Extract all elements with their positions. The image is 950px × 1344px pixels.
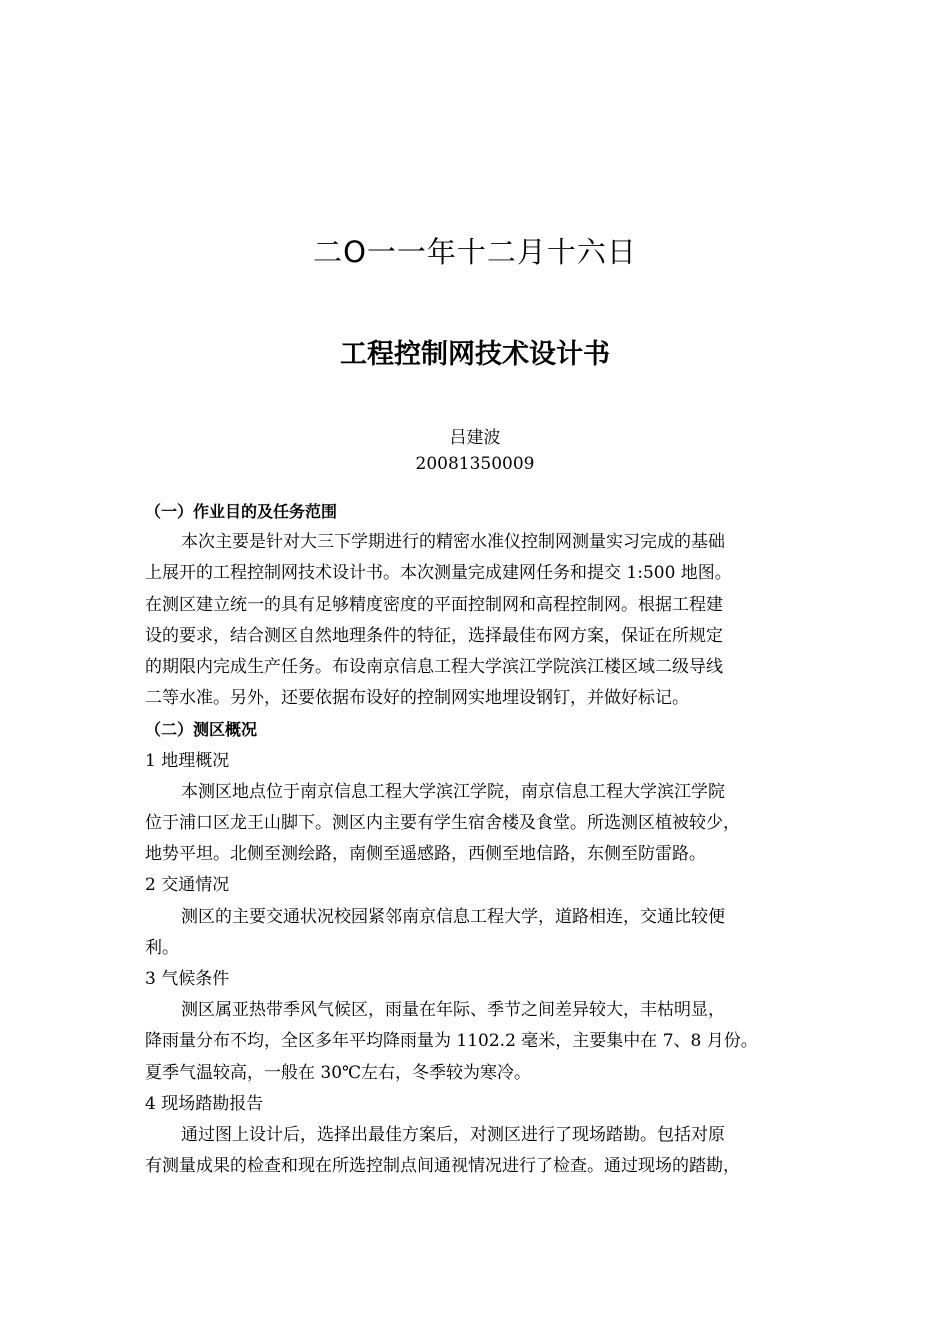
paragraph-line: 位于浦口区龙王山脚下。测区内主要有学生宿舍楼及食堂。所选测区植被较少，: [145, 813, 740, 834]
paragraph-line: 本次主要是针对大三下学期进行的精密水准仪控制网测量实习完成的基础: [181, 532, 725, 553]
paragraph-line: 利。: [145, 937, 179, 958]
paragraph-line: 夏季气温较高，一般在 30℃左右，冬季较为寒冷。: [145, 1062, 532, 1083]
paragraph-line: 通过图上设计后，选择出最佳方案后，对测区进行了现场踏勘。包括对原: [181, 1125, 725, 1146]
paragraph-line: 地势平坦。北侧至测绘路，南侧至遥感路，西侧至地信路，东侧至防雷路。: [145, 844, 706, 865]
paragraph-line: 在测区建立统一的具有足够精度密度的平面控制网和高程控制网。根据工程建: [145, 594, 723, 615]
paragraph-line: 设的要求，结合测区自然地理条件的特征，选择最佳布网方案，保证在所规定: [145, 625, 723, 646]
subheading-climate: 3 气候条件: [145, 969, 230, 990]
document-body: [145, 496, 820, 1182]
paragraph-line: 本测区地点位于南京信息工程大学滨江学院，南京信息工程大学滨江学院: [181, 781, 725, 802]
student-id: 20081350009: [415, 454, 535, 474]
paragraph-line: 二等水准。另外，还要依据布设好的控制网实地埋设钢钉，并做好标记。: [145, 688, 689, 709]
subheading-traffic: 2 交通情况: [145, 875, 230, 896]
paragraph-line: 上展开的工程控制网技术设计书。本次测量完成建网任务和提交 1:500 地图。: [145, 563, 732, 584]
paragraph-line: 的期限内完成生产任务。布设南京信息工程大学滨江学院滨江楼区域二级导线: [145, 657, 723, 678]
subheading-geography: 1 地理概况: [145, 750, 230, 771]
author-block: [0, 425, 950, 477]
author-name: 吕建波: [449, 428, 501, 448]
paragraph-line: 有测量成果的检查和现在所选控制点间通视情况进行了检查。通过现场的踏勘，: [145, 1156, 740, 1177]
date-title: 二O一一年十二月十六日: [313, 235, 637, 269]
paragraph-line: 降雨量分布不均，全区多年平均降雨量为 1102.2 毫米，主要集中在 7、8 月份。: [145, 1031, 758, 1052]
document-title: 工程控制网技术设计书: [340, 339, 610, 370]
section-heading-survey-area: （二）测区概况: [145, 720, 258, 740]
subheading-site-survey: 4 现场踏勘报告: [145, 1093, 264, 1114]
section-heading-purpose: （一）作业目的及任务范围: [145, 502, 338, 521]
paragraph-line: 测区属亚热带季风气候区，雨量在年际、季节之间差异较大，丰枯明显，: [181, 1000, 725, 1021]
paragraph-line: 测区的主要交通状况校园紧邻南京信息工程大学，道路相连，交通比较便: [181, 906, 725, 927]
